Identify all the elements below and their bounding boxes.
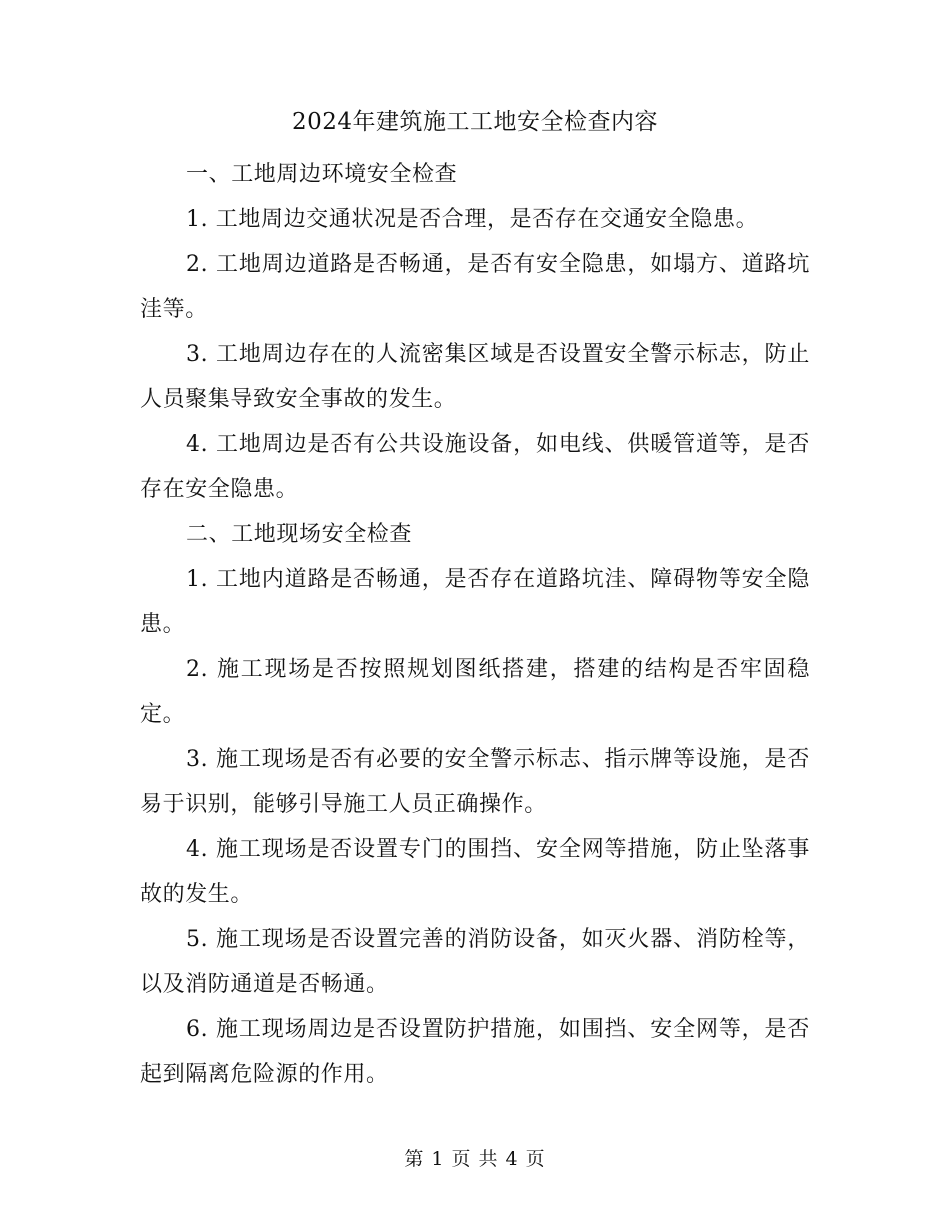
- document-body: [140, 152, 810, 1097]
- section-heading: 二、工地现场安全检查: [186, 522, 413, 547]
- page-footer: 第 1 页 共 4 页: [404, 1148, 546, 1170]
- paragraph: 1. 工地周边交通状况是否合理，是否存在交通安全隐患。: [186, 207, 759, 232]
- paragraph: 3. 施工现场是否有必要的安全警示标志、指示牌等设施，是否易于识别，能够引导施工人员正确操作。: [140, 747, 810, 817]
- paragraph: 2. 工地周边道路是否畅通，是否有安全隐患，如塌方、道路坑洼等。: [140, 252, 810, 322]
- paragraph: 3. 工地周边存在的人流密集区域是否设置安全警示标志，防止人员聚集导致安全事故的发生。: [140, 342, 810, 412]
- paragraph: 4. 施工现场是否设置专门的围挡、安全网等措施，防止坠落事故的发生。: [140, 837, 810, 907]
- paragraph: 4. 工地周边是否有公共设施设备，如电线、供暖管道等，是否存在安全隐患。: [140, 432, 810, 502]
- document-title: 2024年建筑施工工地安全检查内容: [291, 109, 659, 135]
- paragraph: 2. 施工现场是否按照规划图纸搭建，搭建的结构是否牢固稳定。: [140, 657, 810, 727]
- paragraph: 1. 工地内道路是否畅通，是否存在道路坑洼、障碍物等安全隐患。: [140, 567, 810, 637]
- section-heading: 一、工地周边环境安全检查: [186, 162, 458, 187]
- paragraph: 5. 施工现场是否设置完善的消防设备，如灭火器、消防栓等，以及消防通道是否畅通。: [140, 927, 810, 997]
- paragraph: 6. 施工现场周边是否设置防护措施，如围挡、安全网等，是否起到隔离危险源的作用。: [140, 1017, 810, 1087]
